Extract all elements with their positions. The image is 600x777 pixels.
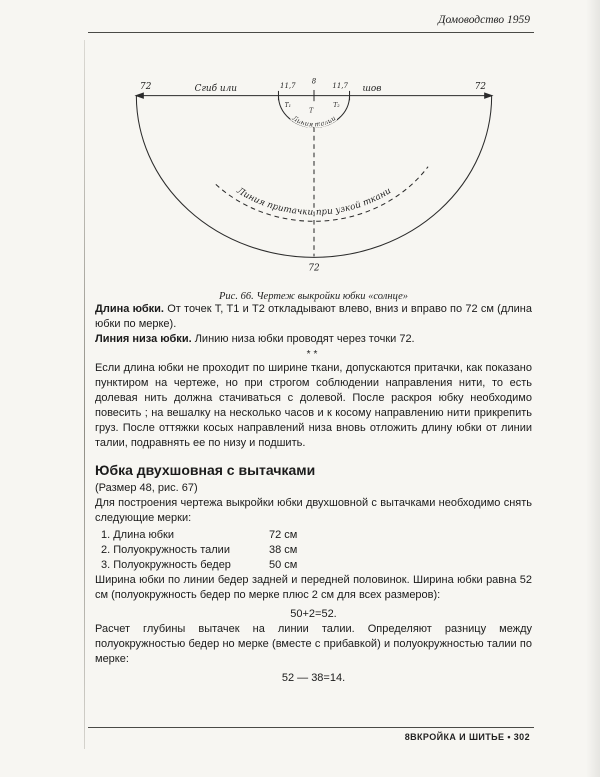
asterisk-separator: **: [306, 349, 321, 360]
formula-darts: 52 — 38=14.: [281, 672, 346, 684]
measurement-row: [101, 558, 532, 573]
paragraph-hem-line-lead: Линия низа юбки.: [95, 333, 192, 345]
label-dim-right: 11,7: [331, 81, 348, 91]
paragraph-measurements-intro: Для построения чертежа выкройки юбки двухшовной с вытачками необходимо снять следующие мерки:: [95, 497, 532, 524]
label-point-t1: Т₁: [284, 101, 291, 109]
paragraph-hem-line-text: Линию низа юбки проводят через точки 72.: [194, 333, 415, 345]
measurements-list: [101, 528, 532, 573]
pattern-figure: [95, 72, 532, 302]
footer-rule: [88, 727, 534, 728]
measurement-label: 3. Полуокружность бедер: [101, 559, 231, 571]
label-bottom-72: 72: [307, 263, 320, 274]
section-subheading: (Размер 48, рис. 67): [95, 482, 198, 494]
hem-arc: [136, 96, 491, 258]
label-waist-line: [289, 114, 336, 129]
paragraph-skirt-length-lead: Длина юбки.: [95, 303, 164, 315]
section-heading: Юбка двухшовная с вытачками: [95, 462, 316, 478]
label-dim-center: 8: [311, 76, 316, 86]
journal-title: Домоводство 1959: [438, 14, 530, 26]
paragraph-darts: Расчет глубины вытачек на линии талии. Определяют разницу между полуокружностью бедер но мерке (вместе с прибавкой) и полуокружностью талии по мерке:: [95, 623, 532, 665]
label-left-72: 72: [139, 82, 151, 93]
header-rule: [88, 32, 534, 33]
skirt-pattern-diagram: [127, 72, 501, 280]
paragraph-hem-line: [95, 332, 532, 347]
footer-running-title: 8ВКРОЙКА И ШИТЬЕ • 302: [404, 732, 530, 742]
label-dim-left: 11,7: [279, 81, 296, 91]
measurement-row: [101, 543, 532, 558]
measurement-value: 38 см: [269, 544, 298, 556]
label-point-t2: Т₂: [332, 101, 340, 109]
measurement-label: 2. Полуокружность талии: [101, 544, 230, 556]
formula-width: 50+2=52.: [290, 608, 337, 620]
measurement-value: 72 см: [269, 529, 298, 541]
label-seam: шов: [362, 83, 381, 94]
figure-caption: Рис. 66. Чертеж выкройки юбки «солнце»: [219, 291, 408, 302]
paragraph-skirt-width: Ширина юбки по линии бедер задней и передней половинок. Ширина юбки равна 52 см (полуокружность бедер по мерке плюс 2 см для всех размеров):: [95, 574, 532, 601]
attach-line-text: Линия притачки при узкой ткани: [234, 186, 393, 218]
measurement-row: [101, 528, 532, 543]
measurement-label: 1. Длина юбки: [101, 529, 174, 541]
page-edge-line: [84, 40, 85, 749]
paragraph-fabric-note: Если длина юбки не проходит по ширине ткани, допускаются притачки, как показано пунктиром на чертеже, но при строгом соблюдении направления нити, то есть долевая нить должна стачиваться с долевой. После раскроя юбку необходимо повесить ; на вешалку на несколько часов и к косому направлению нити прикрепить груз. После оттяжки косых направлений низа вновь отложить длину юбки от линии талии, подравнять ее по низу и подшить.: [95, 362, 532, 449]
waist-line-text: Линия талии: [290, 114, 337, 129]
measurement-value: 50 см: [269, 559, 298, 571]
label-right-72: 72: [474, 82, 486, 93]
page-edge-shade: [586, 0, 600, 777]
label-fold: Сгиб или: [194, 83, 237, 94]
paragraph-skirt-length: [95, 302, 532, 332]
page-content: [95, 58, 532, 686]
paragraph-skirt-length-text: От точек Т, Т1 и Т2 откладывают влево, вниз и вправо по 72 см (длина юбки по мерке).: [95, 303, 532, 330]
label-point-t: Т: [308, 107, 313, 115]
